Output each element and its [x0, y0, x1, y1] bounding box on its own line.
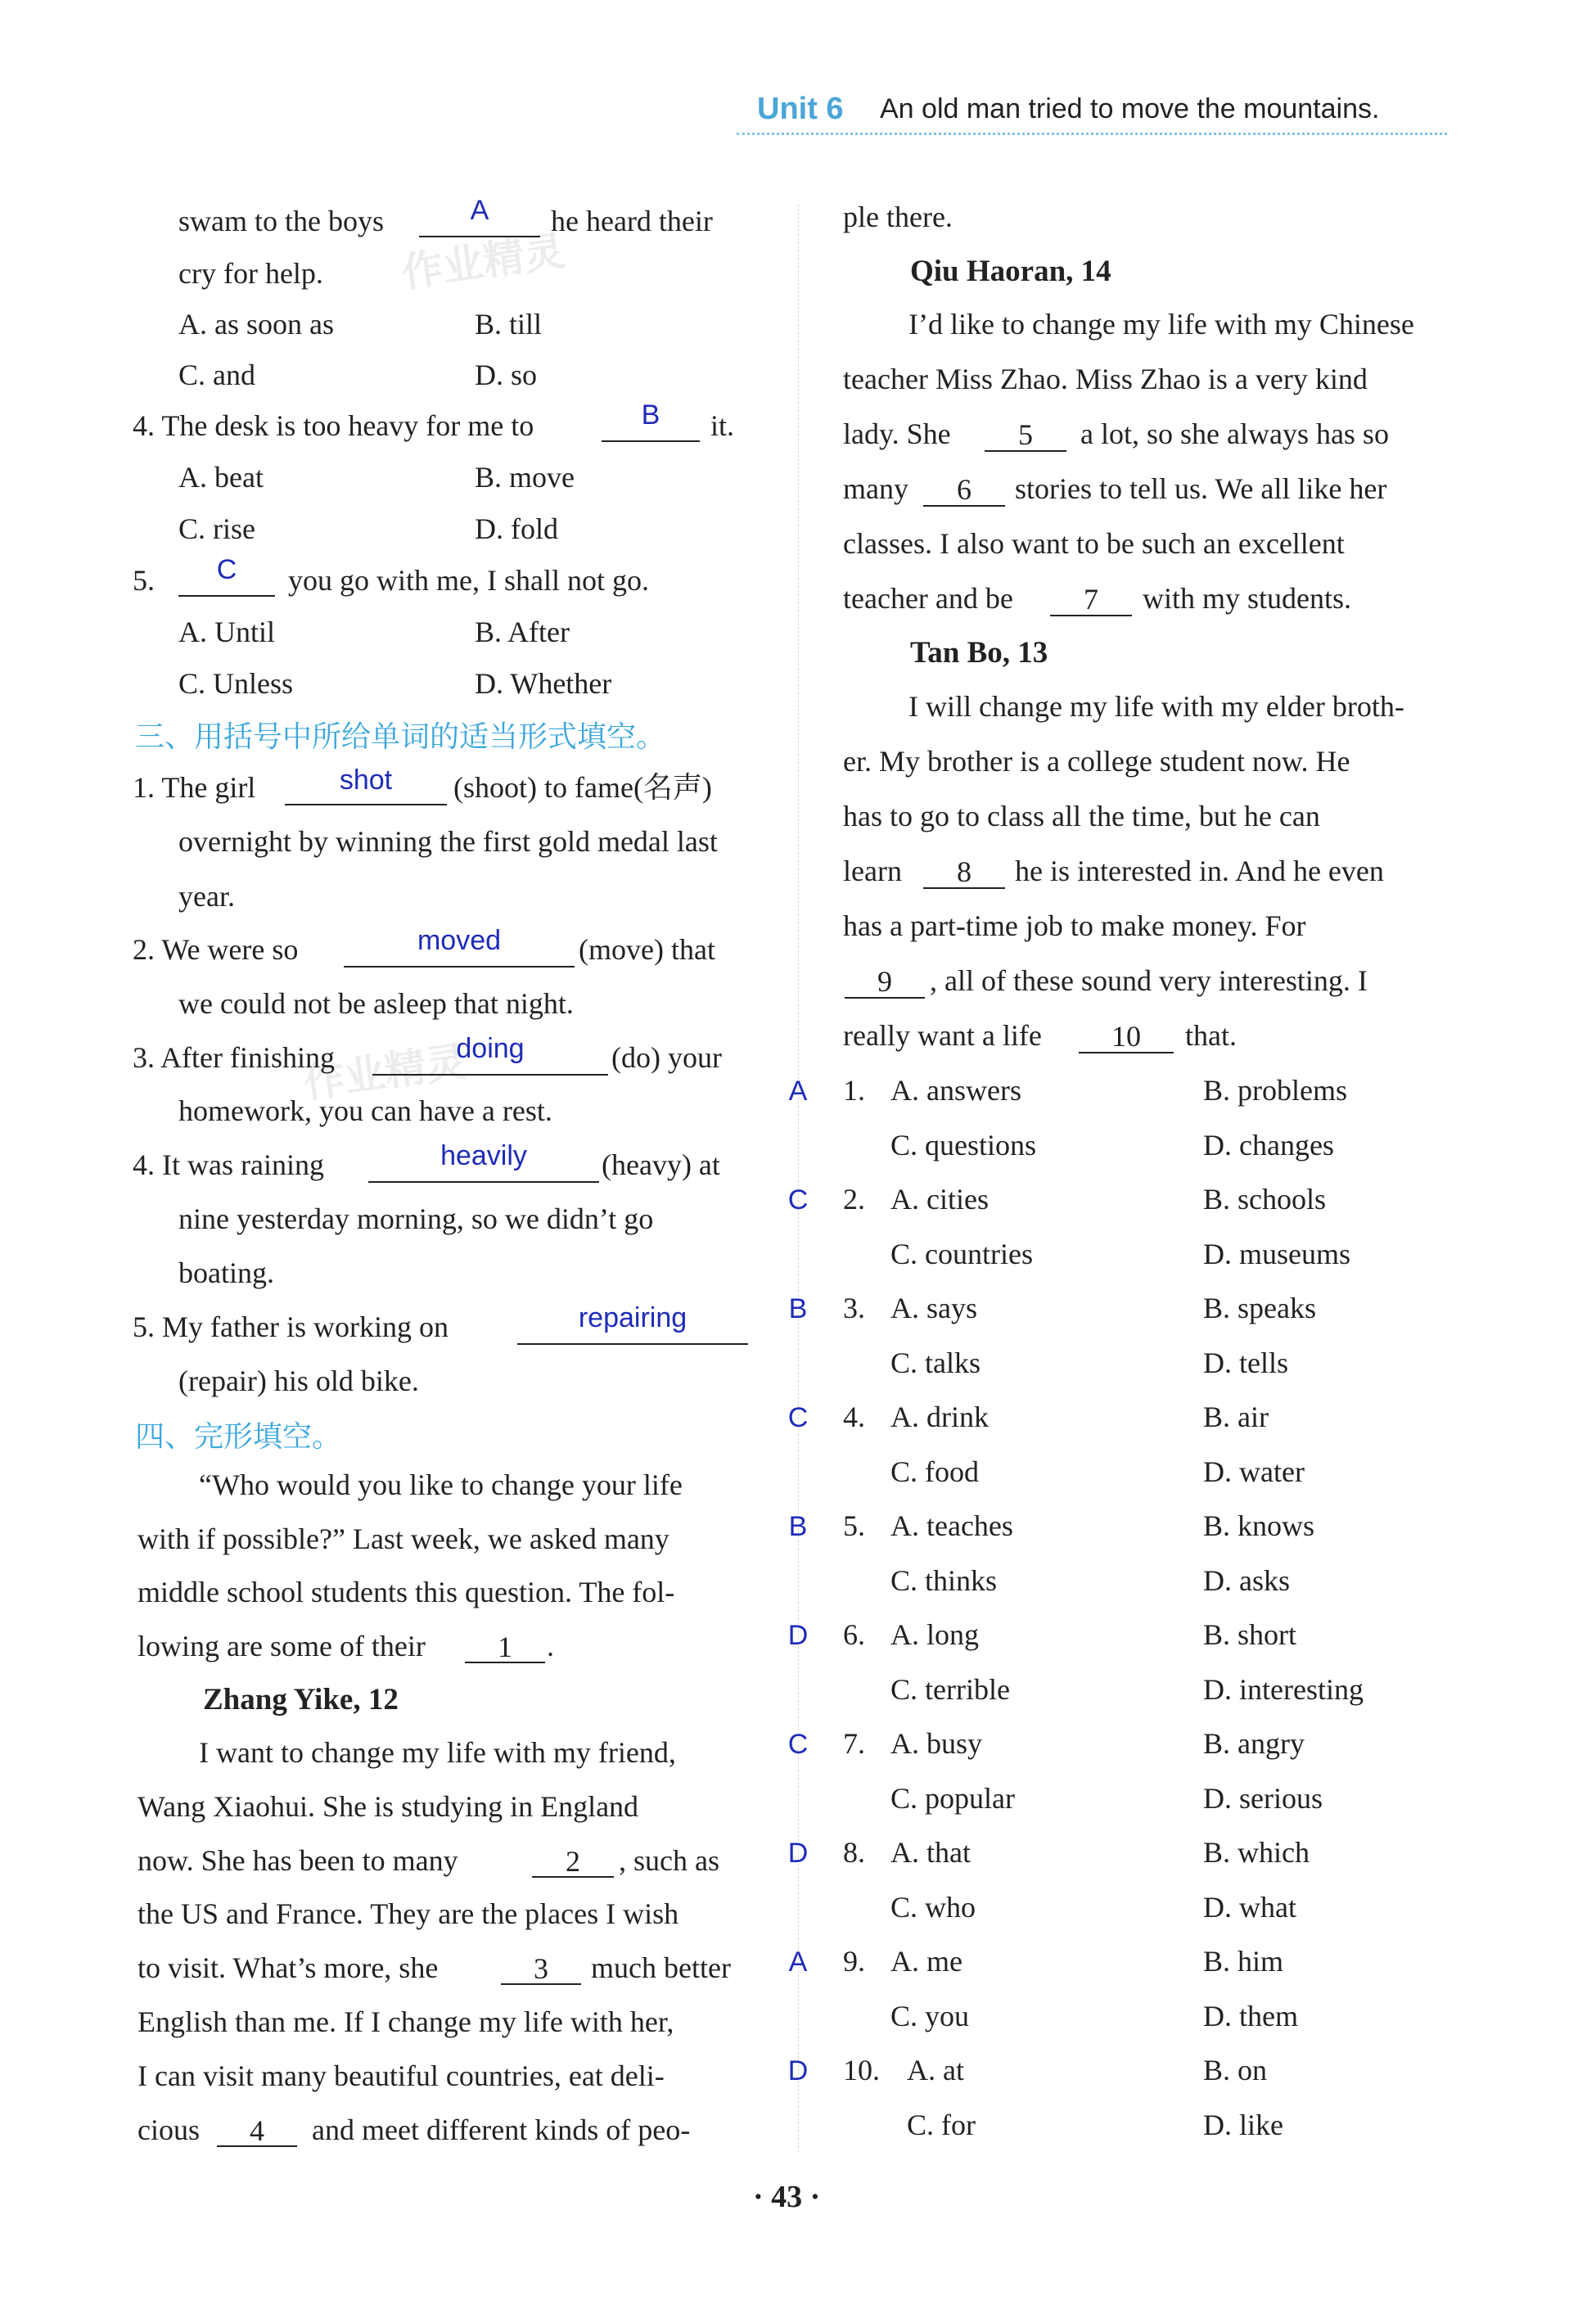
option: B. After [475, 616, 570, 648]
option: D. interesting [1203, 1673, 1364, 1706]
fill-text: overnight by winning the first gold medal last [178, 825, 718, 858]
passage-text: really want a life [843, 1019, 1042, 1052]
option: D. so [475, 359, 538, 391]
fill-blank[interactable] [344, 966, 575, 968]
option: A. says [890, 1292, 977, 1324]
option: D. water [1203, 1455, 1305, 1488]
fill-answer: repairing [578, 1302, 688, 1333]
passage-text: with if possible?” Last week, we asked many [138, 1522, 670, 1555]
passage-text: learn [843, 855, 902, 887]
choice-answer: A [788, 1946, 808, 1978]
option: A. busy [890, 1727, 983, 1760]
fill-text: (shoot) to fame(名声) [453, 771, 712, 804]
passage-text: ple there. [843, 201, 953, 233]
student-name: Qiu Haoran, 14 [910, 255, 1111, 288]
blank-number: 1 [498, 1631, 512, 1663]
choice-number: 6. [843, 1618, 865, 1651]
option: A. that [890, 1836, 971, 1869]
section-heading: 三、用括号中所给单词的适当形式填空。 [135, 720, 666, 754]
option: D. Whether [475, 667, 612, 700]
q4-text: 4. The desk is too heavy for me to [133, 409, 534, 442]
fill-text: nine yesterday morning, so we didn’t go [178, 1202, 654, 1235]
fill-answer: heavily [440, 1140, 527, 1171]
fill-text: (heavy) at [602, 1148, 720, 1181]
passage-text: stories to tell us. We all like her [1015, 472, 1387, 505]
option: A. answers [890, 1074, 1021, 1107]
option: B. angry [1203, 1727, 1305, 1760]
option: C. countries [890, 1238, 1033, 1270]
blank-number: 10 [1111, 1020, 1141, 1053]
option: D. serious [1203, 1782, 1323, 1815]
fill-blank[interactable] [368, 1181, 599, 1183]
choice-answer: D [787, 1838, 809, 1869]
option: C. thinks [890, 1564, 998, 1597]
option: B. schools [1203, 1183, 1327, 1216]
fill-answer: shot [339, 765, 393, 796]
option: C. food [890, 1455, 979, 1488]
q4-answer: B [641, 399, 660, 431]
section-heading: 四、完形填空。 [135, 1420, 342, 1454]
fill-answer: moved [417, 925, 502, 956]
fill-text: 1. The girl [133, 771, 256, 804]
unit-title: An old man tried to move the mountains. [880, 93, 1380, 124]
passage-text: and meet different kinds of peo- [312, 2113, 691, 2146]
choice-number: 8. [843, 1836, 865, 1869]
fill-answer: doing [456, 1033, 525, 1064]
option: A. teaches [890, 1509, 1013, 1542]
q3-text: swam to the boys [178, 205, 384, 237]
fill-text: year. [178, 880, 235, 913]
option: B. short [1203, 1618, 1297, 1651]
passage-text: “Who would you like to change your life [199, 1468, 683, 1501]
option: D. fold [475, 512, 558, 545]
option: C. talks [890, 1346, 981, 1379]
option: B. him [1203, 1945, 1284, 1978]
option: B. till [475, 308, 543, 341]
option: B. air [1203, 1401, 1269, 1433]
passage-text: teacher Miss Zhao. Miss Zhao is a very kind [843, 363, 1368, 395]
choice-number: 5. [843, 1509, 865, 1542]
option: D. what [1203, 1891, 1296, 1924]
fill-text: (do) your [611, 1041, 722, 1074]
fill-text: 5. My father is working on [133, 1310, 449, 1343]
fill-text: boating. [178, 1256, 274, 1289]
passage-text: the US and France. They are the places I wish [138, 1897, 679, 1930]
choice-answer: B [788, 1293, 808, 1324]
fill-text: homework, you can have a rest. [178, 1094, 552, 1127]
option: B. knows [1203, 1509, 1315, 1542]
passage-text: lady. She [843, 417, 951, 450]
choice-answer: B [788, 1511, 808, 1542]
fill-text: 3. After finishing [133, 1041, 335, 1074]
choice-number: 3. [843, 1292, 865, 1324]
option: D. tells [1203, 1346, 1288, 1379]
option: B. move [475, 461, 575, 494]
passage-text: with my students. [1143, 582, 1352, 615]
choice-answer: D [787, 2055, 809, 2086]
passage-text: I will change my life with my elder broth- [908, 690, 1404, 723]
option: C. you [890, 2000, 970, 2032]
option: A. cities [890, 1183, 989, 1216]
blank-number: 8 [957, 855, 972, 888]
blank-number: 5 [1018, 418, 1033, 451]
option: A. at [907, 2054, 964, 2086]
passage-text: lowing are some of their [138, 1630, 426, 1662]
passage-text: middle school students this question. The fol- [138, 1576, 675, 1608]
option: C. who [890, 1891, 976, 1924]
option: C. for [907, 2109, 976, 2141]
blank-number: 3 [534, 1952, 548, 1985]
fill-text: (repair) his old bike. [178, 1365, 419, 1397]
fill-text: we could not be asleep that night. [178, 987, 574, 1020]
passage-text: has to go to class all the time, but he can [843, 800, 1320, 832]
passage-text: , all of these sound very interesting. I [930, 964, 1368, 997]
watermark: 作业精灵 [300, 1037, 470, 1107]
q3-blank[interactable] [419, 236, 540, 237]
passage-text: English than me. If I change my life with her, [138, 2005, 674, 2038]
passage-text: has a part-time job to make money. For [843, 909, 1306, 942]
passage-text: classes. I also want to be such an excellent [843, 527, 1345, 560]
q5-text: you go with me, I shall not go. [288, 564, 649, 597]
blank-number: 4 [250, 2114, 264, 2147]
option: A. drink [890, 1401, 989, 1433]
choice-answer: C [787, 1402, 809, 1433]
passage-text: I want to change my life with my friend, [199, 1736, 676, 1769]
q3-text: cry for help. [178, 257, 323, 290]
passage-text: Wang Xiaohui. She is studying in England [138, 1790, 639, 1823]
option: B. speaks [1203, 1292, 1316, 1324]
passage-text: a lot, so she always has so [1080, 417, 1389, 450]
student-name: Tan Bo, 13 [910, 636, 1048, 670]
fill-blank[interactable] [517, 1343, 748, 1345]
passage-text: teacher and be [843, 582, 1013, 615]
blank-number: 6 [957, 473, 972, 506]
option: B. problems [1203, 1074, 1347, 1107]
choice-answer: D [787, 1620, 809, 1651]
passage-text: he is interested in. And he even [1015, 855, 1384, 887]
choice-number: 4. [843, 1401, 865, 1433]
fill-blank[interactable] [372, 1074, 608, 1076]
passage-text: many [843, 472, 908, 505]
passage-text: I’d like to change my life with my Chinese [908, 308, 1414, 341]
q3-answer: A [470, 195, 489, 226]
q5-number: 5. [133, 564, 155, 597]
blank-number: 9 [877, 965, 892, 998]
option: D. them [1203, 2000, 1298, 2032]
fill-text: 4. It was raining [133, 1148, 324, 1181]
blank-number: 2 [566, 1845, 580, 1878]
choice-number: 7. [843, 1727, 865, 1760]
q4-blank[interactable] [602, 440, 700, 442]
q5-answer: C [216, 554, 237, 585]
unit-label: Unit 6 [757, 92, 844, 126]
option: C. rise [178, 512, 255, 545]
passage-text: cious [138, 2113, 200, 2146]
passage-text: er. My brother is a college student now. He [843, 745, 1350, 778]
period: . [547, 1630, 554, 1662]
passage-text: , such as [619, 1844, 719, 1877]
option: C. Unless [178, 667, 294, 700]
option: D. asks [1203, 1564, 1290, 1597]
passage-text: to visit. What’s more, she [138, 1951, 439, 1984]
choice-number: 10. [843, 2054, 880, 2086]
option: B. on [1203, 2054, 1268, 2086]
choice-answer: C [787, 1184, 809, 1216]
student-name: Zhang Yike, 12 [203, 1683, 399, 1716]
choice-answer: A [788, 1076, 808, 1107]
choice-number: 2. [843, 1183, 865, 1216]
fill-text: (move) that [579, 933, 715, 966]
blank-number: 7 [1084, 583, 1098, 616]
choice-number: 1. [843, 1074, 865, 1107]
option: A. Until [178, 616, 276, 648]
option: C. popular [890, 1782, 1015, 1815]
watermark: 作业精灵 [399, 227, 568, 297]
passage-text: that. [1185, 1019, 1237, 1052]
option: D. museums [1203, 1238, 1350, 1270]
option: D. changes [1203, 1129, 1334, 1162]
page-number: · 43 · [753, 2180, 821, 2214]
option: A. long [890, 1618, 979, 1651]
q4-text: it. [710, 409, 735, 442]
q5-blank[interactable] [178, 595, 275, 597]
passage-text: I can visit many beautiful countries, eat deli- [138, 2059, 665, 2092]
choice-number: 9. [843, 1945, 865, 1978]
option: A. as soon as [178, 308, 334, 341]
option: B. which [1203, 1836, 1310, 1869]
choice-answer: C [787, 1729, 809, 1760]
option: A. beat [178, 461, 264, 494]
option: C. and [178, 359, 255, 391]
fill-text: 2. We were so [133, 933, 299, 966]
option: D. like [1203, 2109, 1283, 2141]
passage-text: much better [591, 1951, 731, 1984]
passage-text: now. She has been to many [138, 1844, 458, 1877]
q3-text: he heard their [551, 205, 713, 237]
header-divider [737, 133, 1447, 135]
fill-blank[interactable] [285, 804, 447, 805]
option: A. me [890, 1945, 963, 1978]
option: C. questions [890, 1129, 1037, 1162]
option: C. terrible [890, 1673, 1010, 1706]
